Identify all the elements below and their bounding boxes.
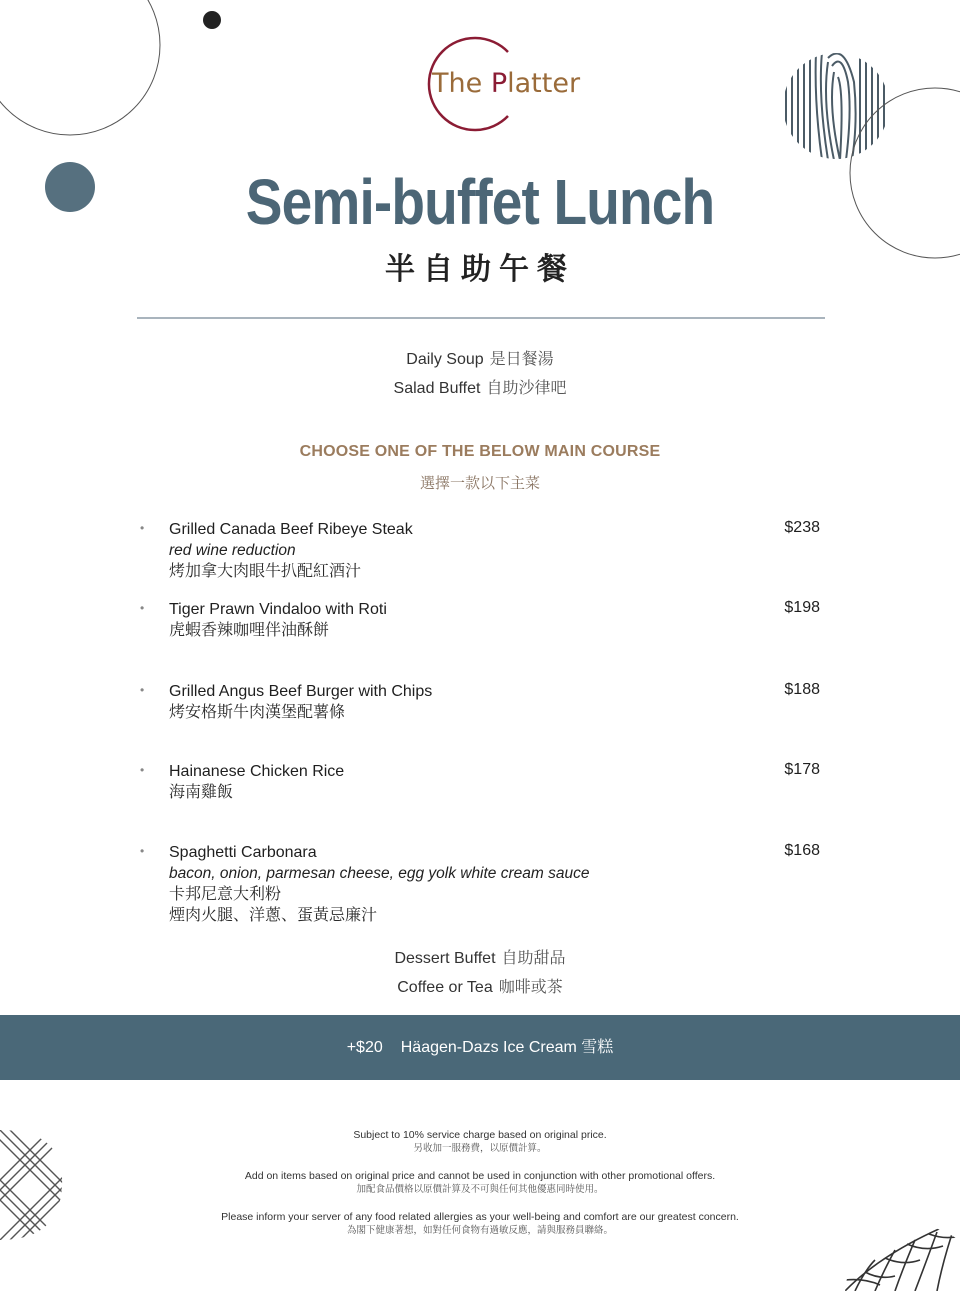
footnote-en: Please inform your server of any food related allergies as your well-being and comfort are our greatest concern. — [221, 1211, 739, 1223]
menu-item-name: Hainanese Chicken Rice — [169, 763, 345, 780]
menu-item-description-zh: 煙肉火腿、洋蔥、蛋黃忌廉汁 — [169, 907, 378, 924]
menu-item-price: $198 — [784, 599, 820, 616]
menu-item-body — [169, 761, 344, 803]
menu-item-name: Spaghetti Carbonara — [169, 844, 317, 861]
brand-logo — [400, 30, 581, 134]
finisher-line — [0, 974, 960, 997]
finisher-zh: 自助甜品 — [501, 950, 566, 967]
logo-prefix: The — [432, 68, 491, 99]
menu-item-name-zh: 虎蝦香辣咖哩伴油酥餅 — [169, 622, 330, 639]
footnote-en: Subject to 10% service charge based on original price. — [353, 1129, 607, 1141]
footnote-zh: 加配食品價格以原價計算及不可與任何其他優惠同時使用。 — [356, 1184, 604, 1195]
main-course-heading-zh: 選擇一款以下主菜 — [419, 475, 540, 492]
footnote — [0, 1170, 960, 1196]
logo-p: P — [490, 68, 508, 99]
footnote — [0, 1129, 960, 1155]
footnote-zh: 為閣下健康著想，如對任何食物有過敏反應，請與服務員聯絡。 — [346, 1225, 613, 1236]
starter-line — [0, 346, 960, 369]
finisher-zh: 咖啡或茶 — [498, 979, 563, 996]
menu-item-price: $188 — [784, 681, 820, 698]
addon-banner — [0, 1015, 960, 1080]
menu-item-body — [169, 599, 387, 641]
menu-item-body — [169, 519, 413, 582]
bullet: • — [140, 844, 145, 858]
footnote-en: Add on items based on original price and cannot be used in conjunction with other promotional offers. — [244, 1170, 716, 1182]
bullet: • — [140, 521, 145, 535]
starter-line — [0, 375, 960, 398]
starter-en: Daily Soup — [406, 351, 484, 368]
bullet: • — [140, 763, 145, 777]
menu-item-price: $178 — [784, 761, 820, 778]
menu-item-name-zh: 烤安格斯牛肉漢堡配薯條 — [169, 704, 346, 721]
menu-item-name-zh: 海南雞飯 — [169, 784, 234, 801]
logo-suffix: latter — [507, 68, 581, 99]
footnote-zh: 另收加一服務費，以原價計算。 — [413, 1143, 547, 1154]
divider — [137, 317, 825, 319]
finisher-line — [0, 945, 960, 968]
page-subtitle: 半自助午餐 — [385, 252, 575, 287]
bullet: • — [140, 601, 145, 615]
starter-en: Salad Buffet — [393, 380, 481, 397]
decorative-circle-top-left — [0, 0, 170, 145]
logo-wordmark — [432, 68, 580, 99]
starter-zh: 自助沙律吧 — [486, 380, 567, 397]
menu-item-body — [169, 681, 432, 723]
menu-item-name: Tiger Prawn Vindaloo with Roti — [169, 601, 387, 618]
menu-item-description: bacon, onion, parmesan cheese, egg yolk white cream sauce — [169, 865, 590, 882]
menu-item-price: $238 — [784, 519, 820, 536]
main-course-heading: CHOOSE ONE OF THE BELOW MAIN COURSE — [299, 443, 661, 460]
page-title: Semi-buffet Lunch — [245, 166, 715, 238]
finisher-en: Coffee or Tea — [397, 979, 493, 996]
finisher-en: Dessert Buffet — [394, 950, 496, 967]
decorative-dot — [202, 10, 222, 30]
menu-item-description: red wine reduction — [169, 542, 296, 559]
menu-item-price: $168 — [784, 842, 820, 859]
starter-zh: 是日餐湯 — [489, 351, 554, 368]
menu-item-name-zh: 卡邦尼意大利粉 — [169, 886, 282, 903]
menu-item-name: Grilled Canada Beef Ribeye Steak — [169, 521, 413, 538]
bullet: • — [140, 683, 145, 697]
menu-item-body — [169, 842, 589, 926]
menu-item-name: Grilled Angus Beef Burger with Chips — [169, 683, 433, 700]
addon-price: +$20 — [346, 1039, 383, 1056]
menu-item-name-zh: 烤加拿大肉眼牛扒配紅酒汁 — [169, 563, 362, 580]
footnote — [0, 1211, 960, 1237]
addon-label: Häagen-Dazs Ice Cream 雪糕 — [400, 1039, 614, 1056]
